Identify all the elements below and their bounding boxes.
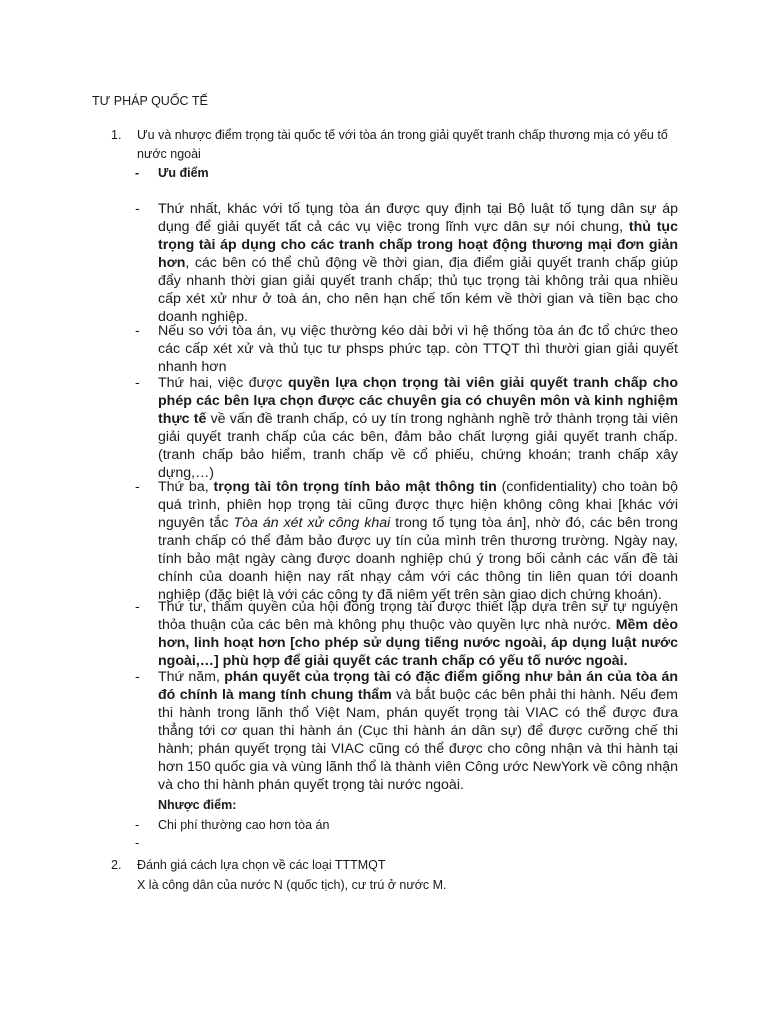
list-dash: -: [135, 375, 140, 391]
bold-text: quyền lựa chọn trọng tài viên giải quyết tranh chấp cho phép các bên lựa chọn được các chuyên gia có chuyên môn và kinh nghiệm thực tế: [158, 375, 678, 427]
text-run: Thứ năm,: [158, 669, 225, 685]
question-2-detail: X là công dân của nước N (quốc tịch), cư trú ở nước M.: [137, 878, 447, 892]
question-1: [111, 126, 681, 164]
text-run: Thứ nhất, khác với tố tụng tòa án được quy định tại Bộ luật tố tụng dân sự áp dụng để giải quyết tất cả các vụ việc trong lĩnh vực dân sự nói chung,: [158, 201, 678, 235]
text-run: trong tố tụng tòa án], nhờ đó, các bên trong tranh chấp có thể đảm bảo được uy tín của mình trên thương trường. Ngày nay, tính bảo mật ngày càng được doanh nghiệp chú ý trong bối cảnh các vấn đề tài chính của doanh hiện nay rất nhạy cảm với các thông tin liên quan tới doanh nghiệp (đặc biệt là với các công ty đã niêm yết trên sàn giao dịch chứng khoán).: [158, 515, 678, 603]
disadvantage-item: Chi phí thường cao hơn tòa án: [158, 818, 330, 832]
question-text: Ưu và nhược điểm trọng tài quốc tế với tòa án trong giải quyết tranh chấp thương mịa có yếu tố nước ngoài: [137, 128, 668, 161]
advantage-item: [158, 374, 678, 482]
text-run: Thứ ba,: [158, 479, 214, 495]
bold-text: trọng tài tôn trọng tính bảo mật thông tin: [213, 479, 497, 495]
list-dash: -: [135, 836, 140, 850]
bold-text: phán quyết của trọng tài có đặc điểm giống như bản án của tòa án đó chính là mang tính chung thẩm: [158, 669, 678, 703]
question-2: [111, 856, 681, 875]
text-run: về vấn đề tranh chấp, có uy tín trong nghành nghề trở thành trọng tài viên giải quyết tranh chấp của các bên, đảm bảo chất lượng giải quyết tranh chấp. (tranh chấp bảo hiểm, tranh chấp về cổ phiếu, chứng khoán; tranh chấp xây dựng,…): [158, 411, 678, 481]
list-dash: -: [135, 669, 140, 685]
document-title: TƯ PHÁP QUỐC TẾ: [92, 94, 208, 108]
question-number: 2.: [111, 858, 122, 872]
text-run: , các bên có thể chủ động về thời gian, địa điểm giải quyết tranh chấp giúp đẩy nhanh thời gian giải quyết tranh chấp; thủ tục trọng tài không trải qua nhiều cấp xét xử như ở toà án, cho nên hạn chế tốn kém về thời gian và tiền bạc cho doanh nghiệp.: [158, 255, 678, 325]
list-dash: -: [135, 599, 140, 615]
advantage-item: [158, 322, 678, 376]
text-run: và bắt buộc các bên phải thi hành. Nếu đem thi hành trong lãnh thổ Việt Nam, phán quyết trọng tài VIAC có thể được đưa thẳng tới cơ quan thi hành án (Cục thi hành án dân sự) để được cưỡng chế thi hành; phán quyết trọng tài VIAC cũng có thể được cho công nhận và thi hành tại hơn 150 quốc gia và vùng lãnh thổ là thành viên Công ước NewYork về công nhận và cho thi hành phán quyết trọng tài nước ngoài.: [158, 687, 679, 793]
advantage-item: [158, 668, 678, 794]
bold-text: Mềm dẻo hơn, linh hoạt hơn [cho phép sử dụng tiếng nước ngoài, áp dụng luật nước ngoài,…] phù hợp để giải quyết các tranh chấp có yếu tố nước ngoài.: [158, 617, 678, 669]
advantages-heading: Ưu điểm: [158, 166, 209, 180]
advantage-item: [158, 478, 678, 604]
disadvantages-heading: Nhược điểm:: [158, 798, 237, 812]
list-dash: -: [135, 479, 140, 495]
advantage-item: [158, 200, 678, 326]
list-dash: -: [135, 323, 140, 339]
list-dash: -: [135, 201, 140, 217]
text-run: Nếu so với tòa án, vụ việc thường kéo dài bởi vì hệ thống tòa án đc tổ chức theo các cấp xét xử và thủ tục tư phsps phức tạp. còn TTQT thì thười gian giải quyết nhanh hơn: [158, 323, 678, 375]
text-run: Thứ hai, việc được: [158, 375, 288, 391]
text-run: (confidentiality) cho toàn bộ quá trình, phiên họp trọng tài cũng được thực hiện không công khai [khác với nguyên tắc: [158, 479, 678, 531]
question-text: Đánh giá cách lựa chọn về các loại TTTMQT: [137, 858, 386, 872]
text-run: Thứ tư, thẩm quyền của hội đồng trọng tài được thiết lập dựa trên sự tự nguyện thỏa thuận của các bên mà không phụ thuộc vào quyền lực nhà nước.: [158, 599, 678, 633]
bold-text: thủ tục trọng tài áp dụng cho các tranh chấp trong hoạt động thương mại đơn giản hơn: [158, 219, 678, 271]
question-number: 1.: [111, 128, 122, 142]
list-dash: -: [135, 818, 140, 832]
list-dash: -: [135, 166, 140, 180]
italic-text: Tòa án xét xử công khai: [233, 515, 391, 531]
advantage-item: [158, 598, 678, 670]
